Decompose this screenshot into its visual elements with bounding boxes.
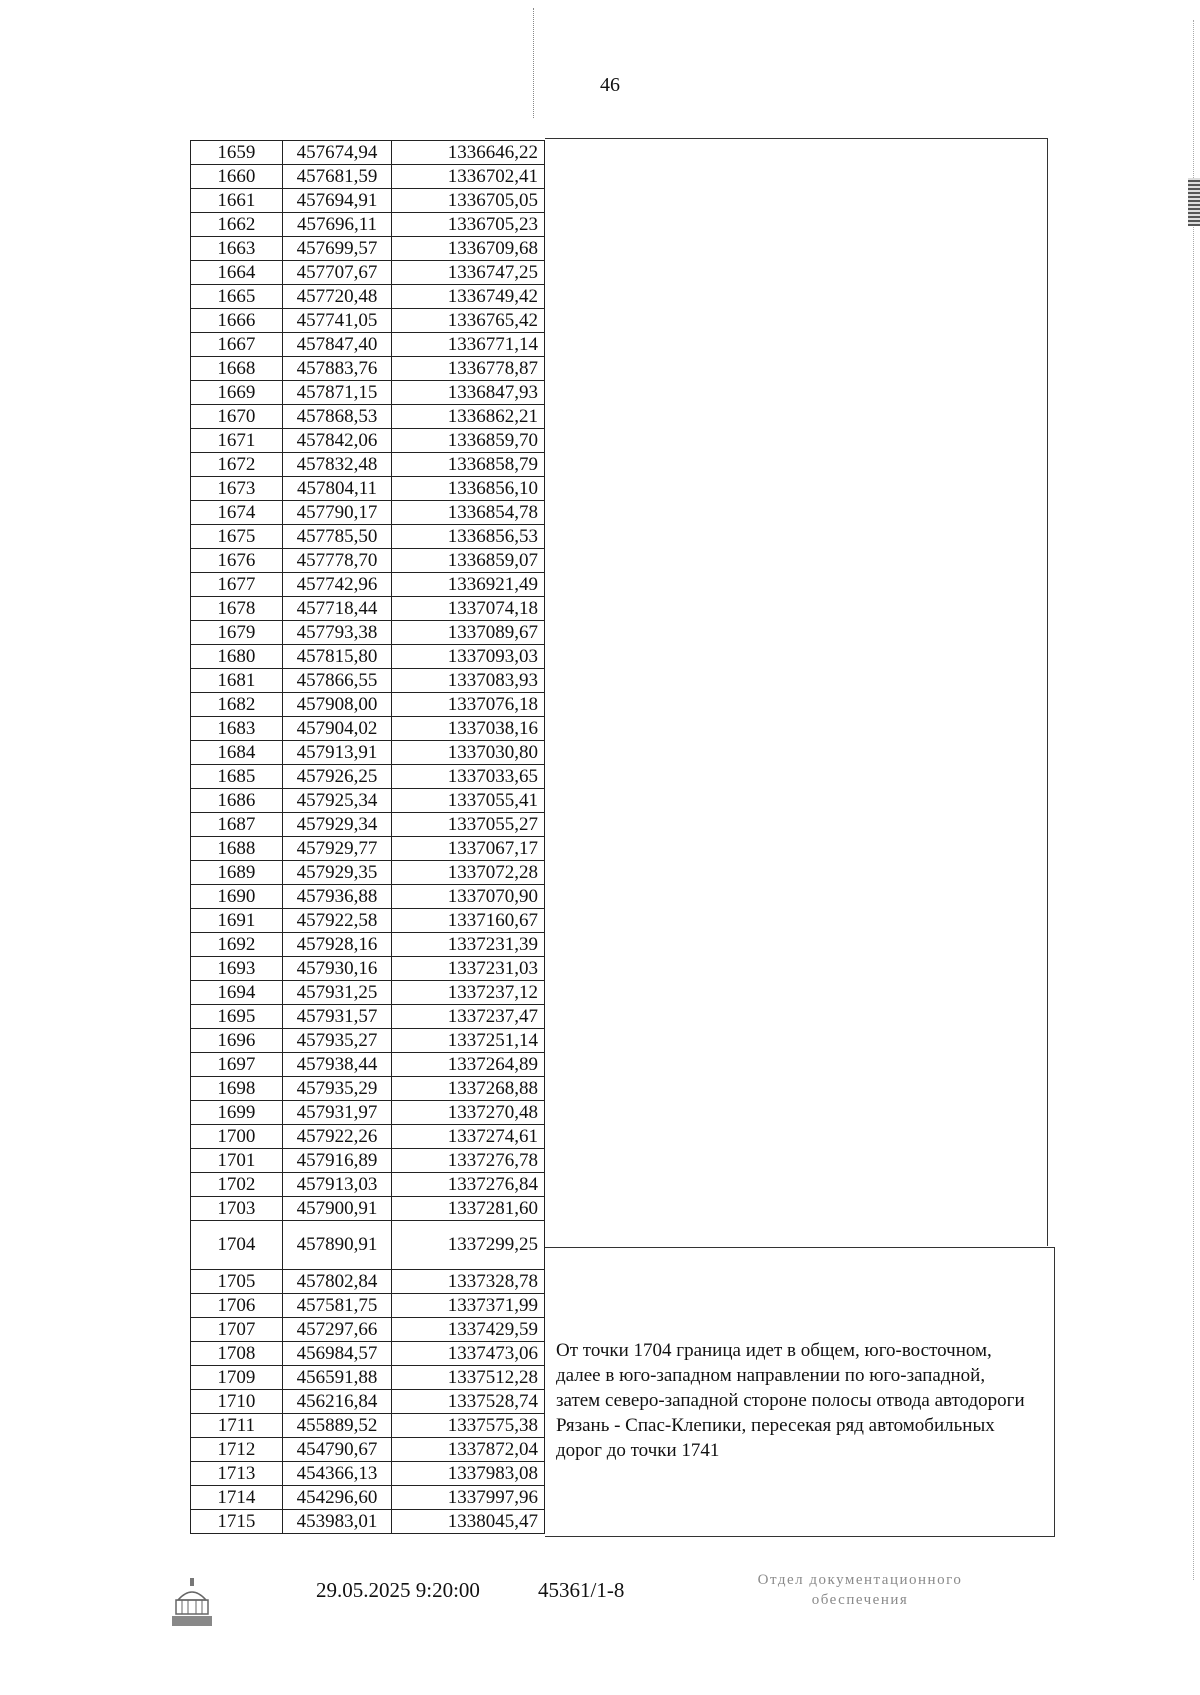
table-row	[191, 1342, 545, 1366]
y-coordinate-cell: 1336858,79	[392, 453, 545, 477]
point-number-cell: 1660	[191, 165, 283, 189]
x-coordinate-cell: 457922,58	[282, 909, 392, 933]
point-number-cell: 1678	[191, 597, 283, 621]
footer-stamp	[700, 1570, 1020, 1610]
y-coordinate-cell: 1336859,07	[392, 549, 545, 573]
point-number-cell: 1692	[191, 933, 283, 957]
y-coordinate-cell: 1336705,23	[392, 213, 545, 237]
table-row	[191, 525, 545, 549]
point-number-cell: 1666	[191, 309, 283, 333]
point-number-cell: 1708	[191, 1342, 283, 1366]
y-coordinate-cell: 1337072,28	[392, 861, 545, 885]
point-number-cell: 1711	[191, 1414, 283, 1438]
footer-doc-code: 45361/1-8	[538, 1578, 625, 1602]
x-coordinate-cell: 456984,57	[282, 1342, 392, 1366]
table-row	[191, 309, 545, 333]
table-row	[191, 885, 545, 909]
point-number-cell: 1668	[191, 357, 283, 381]
y-coordinate-cell: 1337575,38	[392, 1414, 545, 1438]
point-number-cell: 1679	[191, 621, 283, 645]
x-coordinate-cell: 457785,50	[282, 525, 392, 549]
x-coordinate-cell: 454790,67	[282, 1438, 392, 1462]
x-coordinate-cell: 457674,94	[282, 141, 392, 165]
y-coordinate-cell: 1337281,60	[392, 1197, 545, 1221]
table-row	[191, 453, 545, 477]
table-row	[191, 669, 545, 693]
y-coordinate-cell: 1336856,53	[392, 525, 545, 549]
point-number-cell: 1673	[191, 477, 283, 501]
x-coordinate-cell: 457936,88	[282, 885, 392, 909]
x-coordinate-cell: 456591,88	[282, 1366, 392, 1390]
table-row	[191, 1438, 545, 1462]
x-coordinate-cell: 457938,44	[282, 1053, 392, 1077]
table-row	[191, 333, 545, 357]
point-number-cell: 1704	[191, 1221, 283, 1270]
point-number-cell: 1710	[191, 1390, 283, 1414]
table-row	[191, 1173, 545, 1197]
y-coordinate-cell: 1337528,74	[392, 1390, 545, 1414]
y-coordinate-cell: 1337083,93	[392, 669, 545, 693]
x-coordinate-cell: 457868,53	[282, 405, 392, 429]
point-number-cell: 1694	[191, 981, 283, 1005]
x-coordinate-cell: 457935,27	[282, 1029, 392, 1053]
table-row	[191, 1005, 545, 1029]
point-number-cell: 1684	[191, 741, 283, 765]
point-number-cell: 1709	[191, 1366, 283, 1390]
x-coordinate-cell: 457929,35	[282, 861, 392, 885]
y-coordinate-cell: 1337429,59	[392, 1318, 545, 1342]
x-coordinate-cell: 457793,38	[282, 621, 392, 645]
point-number-cell: 1685	[191, 765, 283, 789]
x-coordinate-cell: 457866,55	[282, 669, 392, 693]
table-row	[191, 1318, 545, 1342]
point-number-cell: 1707	[191, 1318, 283, 1342]
point-number-cell: 1672	[191, 453, 283, 477]
y-coordinate-cell: 1337473,06	[392, 1342, 545, 1366]
y-coordinate-cell: 1337231,03	[392, 957, 545, 981]
y-coordinate-cell: 1336859,70	[392, 429, 545, 453]
y-coordinate-cell: 1337093,03	[392, 645, 545, 669]
point-number-cell: 1665	[191, 285, 283, 309]
table-row	[191, 1486, 545, 1510]
table-row	[191, 1125, 545, 1149]
y-coordinate-cell: 1337160,67	[392, 909, 545, 933]
point-number-cell: 1698	[191, 1077, 283, 1101]
table-row	[191, 141, 545, 165]
table-row	[191, 1294, 545, 1318]
description-panel-empty	[545, 138, 1048, 1246]
y-coordinate-cell: 1338045,47	[392, 1510, 545, 1534]
point-number-cell: 1671	[191, 429, 283, 453]
x-coordinate-cell: 457297,66	[282, 1318, 392, 1342]
y-coordinate-cell: 1336747,25	[392, 261, 545, 285]
table-row	[191, 645, 545, 669]
x-coordinate-cell: 457778,70	[282, 549, 392, 573]
point-number-cell: 1700	[191, 1125, 283, 1149]
table-row	[191, 1197, 545, 1221]
y-coordinate-cell: 1337328,78	[392, 1270, 545, 1294]
y-coordinate-cell: 1337997,96	[392, 1486, 545, 1510]
point-number-cell: 1664	[191, 261, 283, 285]
y-coordinate-cell: 1337237,12	[392, 981, 545, 1005]
table-row	[191, 981, 545, 1005]
y-coordinate-cell: 1337076,18	[392, 693, 545, 717]
x-coordinate-cell: 457922,26	[282, 1125, 392, 1149]
point-number-cell: 1687	[191, 813, 283, 837]
point-number-cell: 1661	[191, 189, 283, 213]
x-coordinate-cell: 457935,29	[282, 1077, 392, 1101]
x-coordinate-cell: 457790,17	[282, 501, 392, 525]
point-number-cell: 1670	[191, 405, 283, 429]
point-number-cell: 1674	[191, 501, 283, 525]
table-row	[191, 933, 545, 957]
y-coordinate-cell: 1337030,80	[392, 741, 545, 765]
y-coordinate-cell: 1337276,84	[392, 1173, 545, 1197]
point-number-cell: 1669	[191, 381, 283, 405]
y-coordinate-cell: 1337231,39	[392, 933, 545, 957]
x-coordinate-cell: 457913,91	[282, 741, 392, 765]
point-number-cell: 1675	[191, 525, 283, 549]
x-coordinate-cell: 457802,84	[282, 1270, 392, 1294]
y-coordinate-cell: 1336771,14	[392, 333, 545, 357]
scan-artifact-line	[533, 8, 536, 118]
y-coordinate-cell: 1337270,48	[392, 1101, 545, 1125]
table-row	[191, 1270, 545, 1294]
y-coordinate-cell: 1337512,28	[392, 1366, 545, 1390]
table-row	[191, 165, 545, 189]
table-row	[191, 213, 545, 237]
x-coordinate-cell: 457904,02	[282, 717, 392, 741]
x-coordinate-cell: 457804,11	[282, 477, 392, 501]
point-number-cell: 1705	[191, 1270, 283, 1294]
point-number-cell: 1691	[191, 909, 283, 933]
x-coordinate-cell: 457718,44	[282, 597, 392, 621]
x-coordinate-cell: 454296,60	[282, 1486, 392, 1510]
x-coordinate-cell: 457742,96	[282, 573, 392, 597]
table-row	[191, 1149, 545, 1173]
table-row	[191, 261, 545, 285]
y-coordinate-cell: 1337983,08	[392, 1462, 545, 1486]
table-row	[191, 813, 545, 837]
x-coordinate-cell: 457928,16	[282, 933, 392, 957]
x-coordinate-cell: 457699,57	[282, 237, 392, 261]
coordinates-table-body	[191, 141, 545, 1534]
point-number-cell: 1706	[191, 1294, 283, 1318]
x-coordinate-cell: 456216,84	[282, 1390, 392, 1414]
y-coordinate-cell: 1337371,99	[392, 1294, 545, 1318]
x-coordinate-cell: 457707,67	[282, 261, 392, 285]
point-number-cell: 1659	[191, 141, 283, 165]
x-coordinate-cell: 457681,59	[282, 165, 392, 189]
table-row	[191, 693, 545, 717]
table-row	[191, 1077, 545, 1101]
table-row	[191, 621, 545, 645]
y-coordinate-cell: 1336856,10	[392, 477, 545, 501]
table-row	[191, 1101, 545, 1125]
page-number: 46	[600, 74, 620, 96]
table-row	[191, 237, 545, 261]
y-coordinate-cell: 1336749,42	[392, 285, 545, 309]
x-coordinate-cell: 457929,77	[282, 837, 392, 861]
point-number-cell: 1677	[191, 573, 283, 597]
point-number-cell: 1714	[191, 1486, 283, 1510]
point-number-cell: 1715	[191, 1510, 283, 1534]
point-number-cell: 1713	[191, 1462, 283, 1486]
point-number-cell: 1701	[191, 1149, 283, 1173]
table-row	[191, 549, 545, 573]
y-coordinate-cell: 1336709,68	[392, 237, 545, 261]
y-coordinate-cell: 1336778,87	[392, 357, 545, 381]
table-row	[191, 837, 545, 861]
x-coordinate-cell: 457925,34	[282, 789, 392, 813]
point-number-cell: 1693	[191, 957, 283, 981]
table-row	[191, 573, 545, 597]
table-row	[191, 405, 545, 429]
point-number-cell: 1676	[191, 549, 283, 573]
point-number-cell: 1662	[191, 213, 283, 237]
x-coordinate-cell: 457871,15	[282, 381, 392, 405]
y-coordinate-cell: 1337872,04	[392, 1438, 545, 1462]
x-coordinate-cell: 457926,25	[282, 765, 392, 789]
table-row	[191, 1390, 545, 1414]
point-number-cell: 1680	[191, 645, 283, 669]
point-number-cell: 1682	[191, 693, 283, 717]
footer-stamp-line2: обеспечения	[811, 1592, 909, 1608]
table-row	[191, 597, 545, 621]
x-coordinate-cell: 457720,48	[282, 285, 392, 309]
x-coordinate-cell: 457696,11	[282, 213, 392, 237]
x-coordinate-cell: 457929,34	[282, 813, 392, 837]
x-coordinate-cell: 457931,57	[282, 1005, 392, 1029]
footer-stamp-line1: Отдел документационного	[757, 1572, 963, 1588]
table-row	[191, 861, 545, 885]
y-coordinate-cell: 1337055,41	[392, 789, 545, 813]
y-coordinate-cell: 1336847,93	[392, 381, 545, 405]
y-coordinate-cell: 1337264,89	[392, 1053, 545, 1077]
x-coordinate-cell: 454366,13	[282, 1462, 392, 1486]
x-coordinate-cell: 457913,03	[282, 1173, 392, 1197]
y-coordinate-cell: 1336702,41	[392, 165, 545, 189]
point-number-cell: 1689	[191, 861, 283, 885]
table-row	[191, 1510, 545, 1534]
table-row	[191, 957, 545, 981]
x-coordinate-cell: 457890,91	[282, 1221, 392, 1270]
x-coordinate-cell: 457832,48	[282, 453, 392, 477]
y-coordinate-cell: 1336921,49	[392, 573, 545, 597]
coordinates-table	[190, 140, 545, 1534]
table-row	[191, 1462, 545, 1486]
table-row	[191, 717, 545, 741]
y-coordinate-cell: 1337038,16	[392, 717, 545, 741]
table-row	[191, 1053, 545, 1077]
table-row	[191, 285, 545, 309]
y-coordinate-cell: 1336765,42	[392, 309, 545, 333]
x-coordinate-cell: 457694,91	[282, 189, 392, 213]
scan-edge-line	[1193, 20, 1196, 1580]
point-number-cell: 1697	[191, 1053, 283, 1077]
x-coordinate-cell: 457916,89	[282, 1149, 392, 1173]
y-coordinate-cell: 1337276,78	[392, 1149, 545, 1173]
x-coordinate-cell: 457908,00	[282, 693, 392, 717]
x-coordinate-cell: 457847,40	[282, 333, 392, 357]
y-coordinate-cell: 1337089,67	[392, 621, 545, 645]
table-row	[191, 765, 545, 789]
y-coordinate-cell: 1337074,18	[392, 597, 545, 621]
point-number-cell: 1683	[191, 717, 283, 741]
boundary-description: От точки 1704 граница идет в общем, юго-восточном, далее в юго-западном направлении по юго-западной, затем северо-западной стороне полосы отвода автодороги Рязань - Спас-Клепики, пересекая ряд автомобильных дорог до точки 1741	[556, 1340, 1025, 1461]
x-coordinate-cell: 457883,76	[282, 357, 392, 381]
point-number-cell: 1663	[191, 237, 283, 261]
table-row	[191, 429, 545, 453]
x-coordinate-cell: 453983,01	[282, 1510, 392, 1534]
point-number-cell: 1667	[191, 333, 283, 357]
x-coordinate-cell: 457931,25	[282, 981, 392, 1005]
x-coordinate-cell: 457900,91	[282, 1197, 392, 1221]
y-coordinate-cell: 1336854,78	[392, 501, 545, 525]
point-number-cell: 1712	[191, 1438, 283, 1462]
y-coordinate-cell: 1337055,27	[392, 813, 545, 837]
point-number-cell: 1699	[191, 1101, 283, 1125]
y-coordinate-cell: 1336705,05	[392, 189, 545, 213]
table-row	[191, 909, 545, 933]
scan-edge-mark	[1188, 178, 1200, 226]
table-row	[191, 189, 545, 213]
y-coordinate-cell: 1337251,14	[392, 1029, 545, 1053]
table-row	[191, 741, 545, 765]
footer-datetime: 29.05.2025 9:20:00	[316, 1578, 480, 1602]
x-coordinate-cell: 455889,52	[282, 1414, 392, 1438]
y-coordinate-cell: 1337033,65	[392, 765, 545, 789]
y-coordinate-cell: 1337268,88	[392, 1077, 545, 1101]
y-coordinate-cell: 1336862,21	[392, 405, 545, 429]
y-coordinate-cell: 1337299,25	[392, 1221, 545, 1270]
point-number-cell: 1690	[191, 885, 283, 909]
table-row	[191, 477, 545, 501]
x-coordinate-cell: 457581,75	[282, 1294, 392, 1318]
point-number-cell: 1695	[191, 1005, 283, 1029]
table-row	[191, 789, 545, 813]
point-number-cell: 1688	[191, 837, 283, 861]
point-number-cell: 1686	[191, 789, 283, 813]
y-coordinate-cell: 1336646,22	[392, 141, 545, 165]
y-coordinate-cell: 1337274,61	[392, 1125, 545, 1149]
point-number-cell: 1702	[191, 1173, 283, 1197]
y-coordinate-cell: 1337067,17	[392, 837, 545, 861]
table-row	[191, 501, 545, 525]
y-coordinate-cell: 1337237,47	[392, 1005, 545, 1029]
emblem-icon	[170, 1578, 214, 1628]
x-coordinate-cell: 457842,06	[282, 429, 392, 453]
point-number-cell: 1681	[191, 669, 283, 693]
table-row	[191, 1414, 545, 1438]
x-coordinate-cell: 457815,80	[282, 645, 392, 669]
table-row	[191, 1366, 545, 1390]
point-number-cell: 1696	[191, 1029, 283, 1053]
table-row	[191, 357, 545, 381]
table-row	[191, 1029, 545, 1053]
x-coordinate-cell: 457930,16	[282, 957, 392, 981]
table-row	[191, 381, 545, 405]
table-row	[191, 1221, 545, 1270]
y-coordinate-cell: 1337070,90	[392, 885, 545, 909]
x-coordinate-cell: 457741,05	[282, 309, 392, 333]
point-number-cell: 1703	[191, 1197, 283, 1221]
x-coordinate-cell: 457931,97	[282, 1101, 392, 1125]
